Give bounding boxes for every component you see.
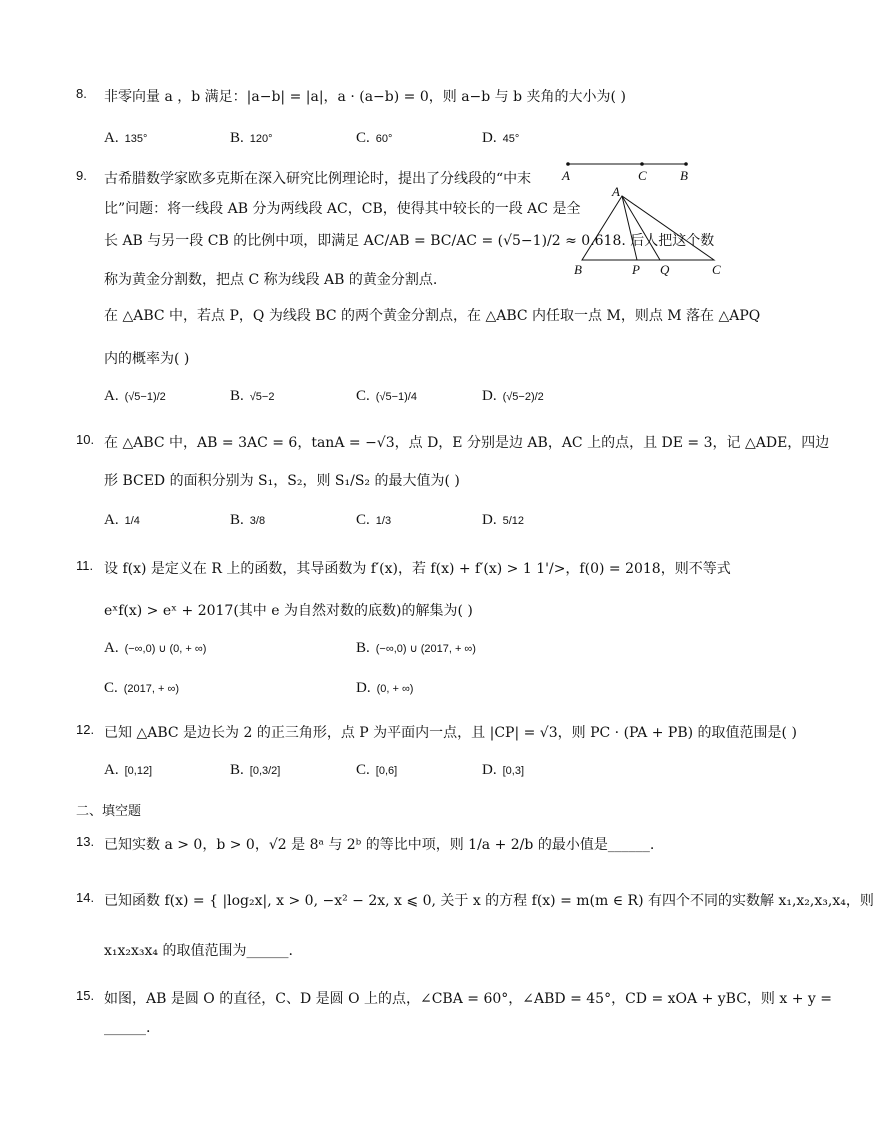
section-title: 二、填空题 — [76, 803, 142, 818]
segment-aq — [622, 196, 660, 260]
question-text: 已知 △ABC 是边长为 2 的正三角形，点 P 为平面内一点，且 |CP| = √3，则 PC · (PA + PB) 的取值范围是( ) — [104, 725, 797, 741]
label-c-bottom: C — [712, 262, 721, 277]
option-c[interactable]: C. [0,6] — [356, 762, 398, 778]
label-p: P — [632, 262, 640, 277]
question-text-line-1: 如图，AB 是圆 O 的直径，C、D 是圆 O 上的点，∠CBA = 60°，∠ABD = 45°，CD = xOA + yBC，则 x + y = — [104, 991, 832, 1007]
point-b-dot — [684, 162, 688, 166]
option-d[interactable]: D. [0,3] — [482, 762, 524, 778]
question-number: 12. — [76, 722, 95, 737]
label-b: B — [680, 168, 688, 183]
golden-section-figure — [558, 158, 728, 278]
option-a[interactable]: A. 1/4 — [104, 512, 140, 528]
point-c-dot — [640, 162, 644, 166]
question-number: 10. — [76, 432, 95, 447]
option-a[interactable]: A. (√5−1)/2 — [104, 388, 166, 404]
question-text-line-2: eˣf(x) > eˣ + 2017(其中 e 为自然对数的底数)的解集为( ) — [104, 603, 473, 619]
label-a: A — [562, 168, 570, 183]
segment-ap — [622, 196, 637, 260]
question-number: 9. — [76, 168, 87, 183]
option-d[interactable]: D. 45° — [482, 130, 520, 146]
label-c: C — [638, 168, 647, 183]
question-text-line-1: 设 f(x) 是定义在 R 上的函数，其导函数为 f′(x)，若 f(x) + f′(x) > 1 1'/>，f(0) = 2018，则不等式 — [104, 561, 731, 577]
question-text-line-2: ______. — [104, 1020, 151, 1036]
label-apex-a: A — [612, 184, 620, 199]
question-text: 已知实数 a > 0，b > 0，√2 是 8ᵃ 与 2ᵇ 的等比中项，则 1/a + 2/b 的最小值是______. — [104, 837, 655, 853]
option-b[interactable]: B. 120° — [230, 130, 273, 146]
question-text-line-5: 在 △ABC 中，若点 P，Q 为线段 BC 的两个黄金分割点，在 △ABC 内任取一点 M，则点 M 落在 △APQ — [104, 308, 761, 324]
option-a[interactable]: A. [0,12] — [104, 762, 153, 778]
option-b[interactable]: B. 3/8 — [230, 512, 266, 528]
question-number: 8. — [76, 86, 87, 101]
triangle-abc — [582, 196, 714, 260]
question-text-line-6: 内的概率为( ) — [104, 351, 190, 367]
option-d[interactable]: D. 5/12 — [482, 512, 525, 528]
point-a-dot — [566, 162, 570, 166]
question-number: 11. — [76, 558, 94, 573]
question-number: 14. — [76, 890, 95, 905]
question-text-line-2: 形 BCED 的面积分别为 S₁，S₂，则 S₁/S₂ 的最大值为( ) — [104, 473, 460, 489]
question-text-line-2: x₁x₂x₃x₄ 的取值范围为______. — [104, 943, 293, 959]
question-text-line-1: 已知函数 f(x) = { |log₂x|, x > 0, −x² − 2x, x ⩽ 0, 关于 x 的方程 f(x) = m(m ∈ R) 有四个不同的实数解 x₁,x₂,x₃,x₄，则 — [104, 893, 874, 909]
label-q: Q — [660, 262, 670, 277]
question-text-line-4: 称为黄金分割数，把点 C 称为线段 AB 的黄金分割点. — [104, 272, 438, 288]
option-c[interactable]: C. (√5−1)/4 — [356, 388, 417, 404]
question-text-line-2: 比”问题：将一线段 AB 分为两线段 AC，CB，使得其中较长的一段 AC 是全 — [104, 201, 581, 217]
option-b[interactable]: B. √5−2 — [230, 388, 275, 404]
question-number: 13. — [76, 834, 95, 849]
question-number: 15. — [76, 988, 95, 1003]
option-a[interactable]: A. 135° — [104, 130, 148, 146]
label-b-bottom: B — [574, 262, 582, 277]
option-d[interactable]: D. (0, + ∞) — [356, 680, 414, 696]
question-text-line-1: 古希腊数学家欧多克斯在深入研究比例理论时，提出了分线段的“中末 — [104, 171, 532, 187]
option-b[interactable]: B. (−∞,0) ∪ (2017, + ∞) — [356, 640, 476, 656]
question-text: 非零向量 a ，b 满足：|a−b| = |a|，a · (a−b) = 0，则 a−b 与 b 夹角的大小为( ) — [104, 89, 626, 105]
option-d[interactable]: D. (√5−2)/2 — [482, 388, 544, 404]
question-text-line-3: 长 AB 与另一段 CB 的比例中项，即满足 AC/AB = BC/AC = (√5−1)/2 ≈ 0.618. 后人把这个数 — [104, 233, 715, 249]
option-c[interactable]: C. (2017, + ∞) — [104, 680, 179, 696]
option-c[interactable]: C. 60° — [356, 130, 393, 146]
option-b[interactable]: B. [0,3/2] — [230, 762, 281, 778]
question-text-line-1: 在 △ABC 中，AB = 3AC = 6，tanA = −√3，点 D，E 分别是边 AB，AC 上的点，且 DE = 3，记 △ADE，四边 — [104, 435, 830, 451]
option-a[interactable]: A. (−∞,0) ∪ (0, + ∞) — [104, 640, 207, 656]
option-c[interactable]: C. 1/3 — [356, 512, 392, 528]
